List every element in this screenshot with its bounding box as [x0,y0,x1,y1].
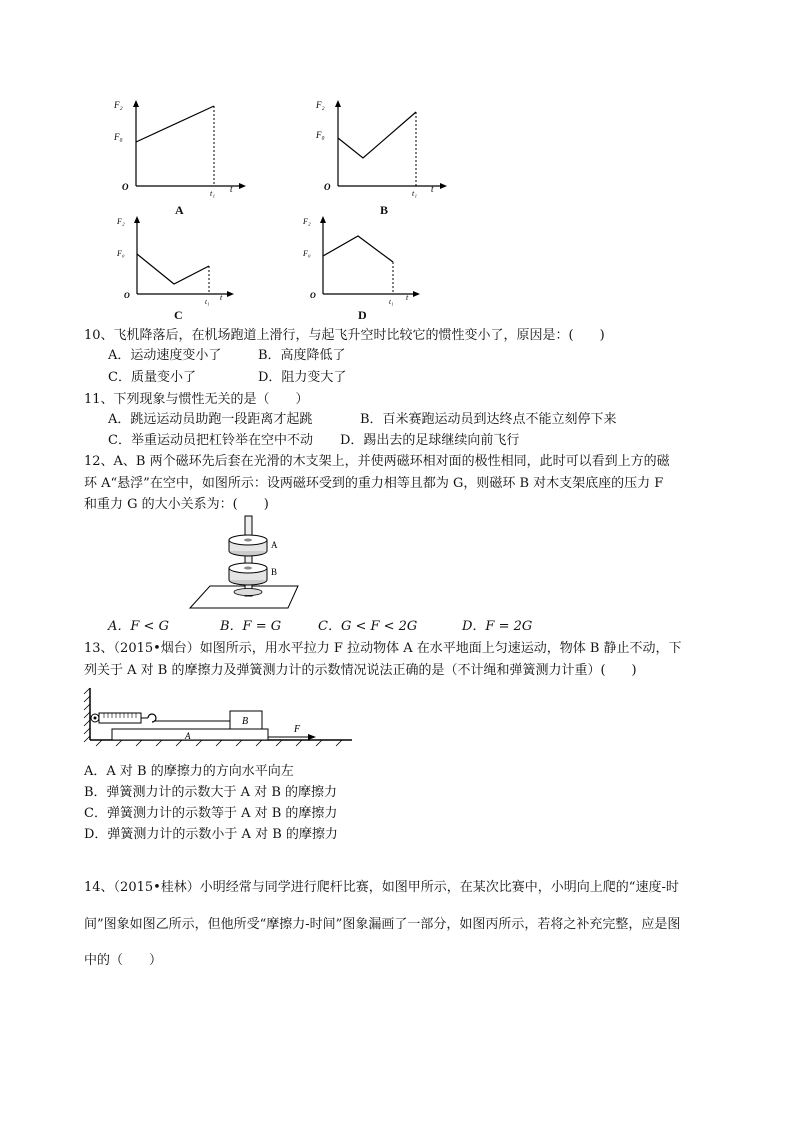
q11-option-a: A．跳远运动员助跑一段距离才起跳 [108,412,313,427]
graph-label-b: B [380,203,389,217]
q12-stem-line-1: 12、A、B 两个磁环先后套在光滑的木支架上，并使两磁环相对面的极性相同，此时可以看到上方的磁 [84,454,670,469]
f0-label: F₀ [316,130,325,140]
spring-scale-figure [82,686,356,748]
q12-stem-line-3: 和重力 G 的大小关系为：( ) [84,497,269,512]
y-axis-label: F₂ [303,217,311,226]
q10-option-a: A．运动速度变小了 [108,348,222,363]
q12-stem-line-2: 环 A“悬浮”在空中，如图所示：设两磁环受到的重力相等且都为 G，则磁环 B 对木支架底座的压力 F [84,476,664,491]
f0-label: F₀ [117,249,125,258]
f0-label: F₀ [114,132,123,142]
origin-label: O [324,182,331,192]
y-axis-label: F₂ [114,100,123,110]
q10-stem: 10、飞机降落后，在机场跑道上滑行，与起飞升空时比较它的惯性变小了，原因是：( ) [84,328,605,343]
q14-stem-line-1: 14、（2015•桂林）小明经常与同学进行爬杆比赛，如图甲所示，在某次比赛中，小明向上爬的“速度-时 [84,880,679,895]
graph-c [112,214,238,306]
t1-label: t₁ [412,189,418,198]
origin-label: O [122,182,129,192]
x-axis-label: t [220,293,223,302]
q11-option-b: B．百米赛跑运动员到达终点不能立刻停下来 [360,412,617,427]
ring-a-label: A [271,540,278,550]
graph-b [313,98,453,198]
y-axis-label: F₂ [316,100,325,110]
q14-stem-line-2: 间”图象如图乙所示，但他所受“摩擦力-时间”图象漏画了一部分，如图丙所示，若将之补充完整，应是图 [84,917,681,932]
graph-label-c: C [174,308,183,322]
q10-option-b: B．高度降低了 [258,348,346,363]
block-b-label: B [242,716,249,727]
q12-option-b: B．F = G [220,619,282,634]
t1-label: t₁ [205,298,210,306]
block-a-label: A [185,731,191,741]
force-f-label: F [294,724,301,735]
q10-option-d: D．阻力变大了 [258,370,347,385]
x-axis-label: t [230,184,233,194]
q12-option-d: D．F = 2G [462,619,533,634]
magnet-ring-figure [188,512,312,612]
q12-option-c: C．G < F < 2G [318,619,418,634]
q13-option-c: C．弹簧测力计的示数等于 A 对 B 的摩擦力 [84,806,338,821]
x-axis-label: t [406,293,409,302]
q13-option-b: B．弹簧测力计的示数大于 A 对 B 的摩擦力 [84,785,338,800]
q11-option-d: D．踢出去的足球继续向前飞行 [340,433,520,448]
q12-option-a: A．F < G [108,619,169,634]
y-axis-label: F₂ [117,217,125,226]
q11-stem: 11、下列现象与惯性无关的是（ ） [84,392,309,407]
q13-stem-line-1: 13、（2015•烟台）如图所示，用水平拉力 F 拉动物体 A 在水平地面上匀速运动，物体 B 静止不动，下 [84,641,682,656]
origin-label: O [310,291,316,300]
q13-option-a: A．A 对 B 的摩擦力的方向水平向左 [84,764,294,779]
graph-d [298,214,424,306]
q10-option-c: C．质量变小了 [108,370,196,385]
q13-option-d: D．弹簧测力计的示数小于 A 对 B 的摩擦力 [84,827,338,842]
t1-label: t₁ [210,189,216,198]
q14-stem-line-3: 中的（ ） [84,953,163,968]
graph-label-d: D [358,308,367,322]
ring-b-label: B [271,567,278,577]
q11-option-c: C．举重运动员把杠铃举在空中不动 [108,433,313,448]
q13-stem-line-2: 列关于 A 对 B 的摩擦力及弹簧测力计的示数情况说法正确的是（不计绳和弹簧测力计重）( ) [84,663,637,678]
graph-a [108,98,248,198]
graph-label-a: A [175,203,184,217]
origin-label: O [124,291,130,300]
t1-label: t₁ [389,298,394,306]
x-axis-label: t [431,184,434,194]
f0-label: F₀ [303,249,311,258]
